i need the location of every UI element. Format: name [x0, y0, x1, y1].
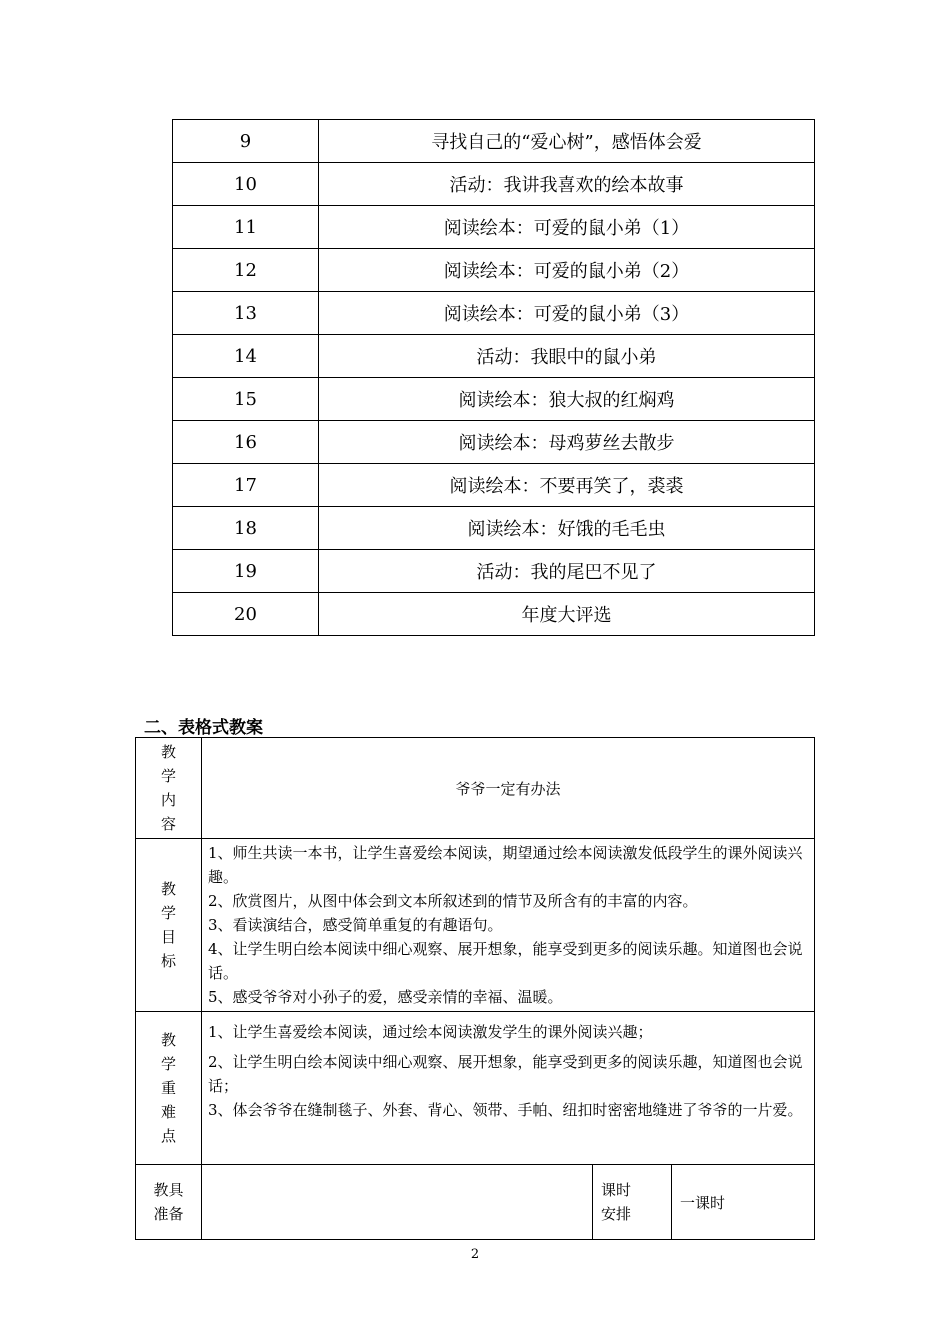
keypoint-item: 3、体会爷爷在缝制毯子、外套、背心、领带、手帕、纽扣时密密地缝进了爷爷的一片爱。: [208, 1101, 803, 1119]
lesson-content: 阅读绘本：可爱的鼠小弟（2）: [319, 249, 815, 292]
label-char: 教: [160, 743, 176, 761]
label-char: 学: [160, 1055, 176, 1073]
section-heading: 二、表格式教案: [144, 718, 263, 738]
schedule-row: [173, 249, 815, 292]
lesson-content: 阅读绘本：狼大叔的红焖鸡: [319, 378, 815, 421]
row-tools-time: [136, 1165, 815, 1240]
schedule-table: [172, 119, 815, 636]
page-number: 2: [470, 1247, 480, 1262]
label-char: 难: [160, 1103, 176, 1121]
label-char: 学: [160, 904, 176, 922]
row-teaching-goals: [136, 839, 815, 1012]
row-key-points: [136, 1012, 815, 1165]
label-char: 容: [160, 815, 176, 833]
key-points-content: [202, 1012, 815, 1165]
goal-item: 5、感受爷爷对小孙子的爱，感受亲情的幸福、温暖。: [208, 988, 563, 1006]
lesson-content: 阅读绘本：好饿的毛毛虫: [319, 507, 815, 550]
teaching-content-value: 爷爷一定有办法: [202, 738, 815, 839]
lesson-number: 12: [173, 249, 319, 292]
label-line: 准备: [153, 1205, 184, 1223]
lesson-number: 20: [173, 593, 319, 636]
lesson-number: 17: [173, 464, 319, 507]
lesson-number: 11: [173, 206, 319, 249]
teaching-tools-value: [202, 1165, 593, 1240]
keypoint-item: 1、让学生喜爱绘本阅读，通过绘本阅读激发学生的课外阅读兴趣；: [208, 1023, 653, 1041]
schedule-row: [173, 464, 815, 507]
goal-item: 3、看读演结合，感受简单重复的有趣语句。: [208, 916, 503, 934]
lesson-number: 16: [173, 421, 319, 464]
label-line: 教具: [153, 1181, 184, 1199]
teaching-goals-content: [202, 839, 815, 1012]
label-teaching-goals: [136, 839, 202, 1012]
schedule-row: [173, 550, 815, 593]
lesson-content: 阅读绘本：可爱的鼠小弟（3）: [319, 292, 815, 335]
label-key-points: [136, 1012, 202, 1165]
lesson-number: 19: [173, 550, 319, 593]
lesson-plan-table: [135, 737, 815, 1240]
lesson-number: 15: [173, 378, 319, 421]
schedule-row: [173, 378, 815, 421]
schedule-row: [173, 163, 815, 206]
schedule-row: [173, 593, 815, 636]
goal-item: 2、欣赏图片，从图中体会到文本所叙述到的情节及所含有的丰富的内容。: [208, 892, 698, 910]
lesson-number: 14: [173, 335, 319, 378]
lesson-content: 阅读绘本：不要再笑了，裘裘: [319, 464, 815, 507]
label-char: 教: [160, 1031, 176, 1049]
label-teaching-tools: [136, 1165, 202, 1240]
lesson-content: 阅读绘本：母鸡萝丝去散步: [319, 421, 815, 464]
lesson-content: 寻找自己的“爱心树”，感悟体会爱: [319, 120, 815, 163]
lesson-content: 活动：我的尾巴不见了: [319, 550, 815, 593]
schedule-row: [173, 292, 815, 335]
label-line: 安排: [601, 1205, 632, 1223]
schedule-row: [173, 421, 815, 464]
lesson-content: 活动：我眼中的鼠小弟: [319, 335, 815, 378]
schedule-row: [173, 120, 815, 163]
schedule-row: [173, 335, 815, 378]
lesson-number: 18: [173, 507, 319, 550]
goal-item: 1、师生共读一本书，让学生喜爱绘本阅读，期望通过绘本阅读激发低段学生的课外阅读兴趣。: [208, 844, 803, 886]
label-char: 目: [160, 928, 176, 946]
schedule-row: [173, 206, 815, 249]
keypoint-item: 2、让学生明白绘本阅读中细心观察、展开想象，能享受到更多的阅读乐趣，知道图也会说话；: [208, 1053, 803, 1095]
label-char: 学: [160, 767, 176, 785]
label-char: 内: [160, 791, 176, 809]
label-char: 教: [160, 880, 176, 898]
lesson-content: 阅读绘本：可爱的鼠小弟（1）: [319, 206, 815, 249]
label-char: 重: [160, 1079, 176, 1097]
goal-item: 4、让学生明白绘本阅读中细心观察、展开想象，能享受到更多的阅读乐趣。知道图也会说话。: [208, 940, 803, 982]
lesson-number: 13: [173, 292, 319, 335]
lesson-content: 活动：我讲我喜欢的绘本故事: [319, 163, 815, 206]
schedule-row: [173, 507, 815, 550]
lesson-number: 10: [173, 163, 319, 206]
lesson-number: 9: [173, 120, 319, 163]
schedule-body: [173, 120, 815, 636]
label-line: 课时: [601, 1181, 632, 1199]
label-char: 标: [160, 952, 176, 970]
row-teaching-content: [136, 738, 815, 839]
label-char: 点: [160, 1127, 176, 1145]
class-time-value: 一课时: [672, 1165, 815, 1240]
label-teaching-content: [136, 738, 202, 839]
label-class-time: [593, 1165, 672, 1240]
lesson-content: 年度大评选: [319, 593, 815, 636]
